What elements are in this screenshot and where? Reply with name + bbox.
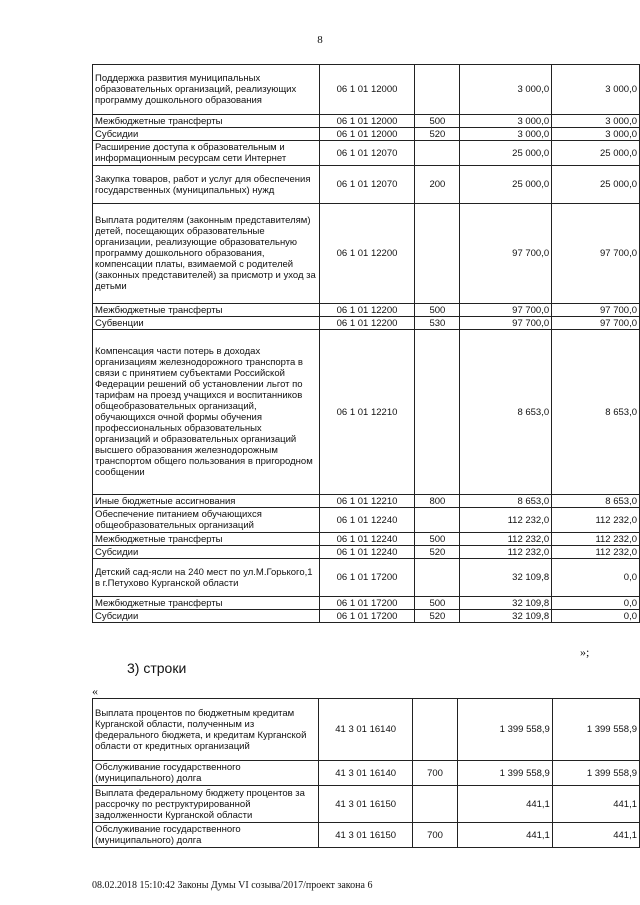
table-row (93, 508, 640, 533)
row-code-cell: 41 3 01 16140 (319, 699, 413, 761)
row-vr-cell (415, 559, 460, 597)
table-row (93, 317, 640, 330)
table-row (93, 330, 640, 495)
opening-quote: « (92, 684, 98, 698)
table-row (93, 304, 640, 317)
table-row (93, 597, 640, 610)
row-code-cell: 06 1 01 17200 (319, 597, 415, 610)
row-name-cell: Обслуживание государственного (муниципального) долга (93, 761, 319, 786)
row-value-2018-cell: 32 109,8 (460, 610, 552, 623)
section-heading: 3) строки (127, 660, 187, 676)
budget-table-1 (92, 64, 640, 623)
row-code-cell: 41 3 01 16150 (319, 823, 413, 848)
row-vr-cell: 500 (415, 597, 460, 610)
row-value-2019-cell: 0,0 (552, 597, 640, 610)
row-vr-cell: 700 (413, 761, 458, 786)
row-vr-cell: 530 (415, 317, 460, 330)
row-vr-cell: 800 (415, 495, 460, 508)
row-vr-cell: 500 (415, 115, 460, 128)
row-name-cell: Поддержка развития муниципальных образовательных организаций, реализующих программу дошкольного образования (93, 65, 320, 115)
row-code-cell: 06 1 01 12240 (319, 546, 415, 559)
table-row (93, 141, 640, 166)
row-value-2019-cell: 112 232,0 (552, 508, 640, 533)
table-row (93, 533, 640, 546)
row-value-2019-cell: 3 000,0 (552, 115, 640, 128)
row-name-cell: Иные бюджетные ассигнования (93, 495, 320, 508)
budget-table-2 (92, 698, 640, 848)
table-row (93, 546, 640, 559)
row-value-2018-cell: 1 399 558,9 (457, 699, 552, 761)
row-value-2018-cell: 97 700,0 (460, 204, 552, 304)
row-name-cell: Субсидии (93, 546, 320, 559)
row-vr-cell: 500 (415, 533, 460, 546)
row-value-2018-cell: 3 000,0 (460, 128, 552, 141)
row-code-cell: 06 1 01 12210 (319, 495, 415, 508)
table-row (93, 699, 640, 761)
row-vr-cell: 520 (415, 546, 460, 559)
row-vr-cell: 500 (415, 304, 460, 317)
row-name-cell: Субсидии (93, 610, 320, 623)
row-name-cell: Субсидии (93, 128, 320, 141)
row-value-2018-cell: 441,1 (457, 823, 552, 848)
row-value-2018-cell: 8 653,0 (460, 495, 552, 508)
row-name-cell: Обеспечение питанием обучающихся общеобразовательных организаций (93, 508, 320, 533)
row-value-2019-cell: 1 399 558,9 (552, 699, 639, 761)
row-name-cell: Обслуживание государственного (муниципального) долга (93, 823, 319, 848)
row-name-cell: Выплата родителям (законным представителям) детей, посещающих образовательные организации, реализующие образовательную программу дошкольного образования, компенсации платы, взимаемой с родителей (законных представителей) за присмотр и уход за детьми (93, 204, 320, 304)
row-vr-cell (415, 508, 460, 533)
table-row (93, 610, 640, 623)
row-code-cell: 06 1 01 12200 (319, 317, 415, 330)
row-value-2018-cell: 112 232,0 (460, 508, 552, 533)
row-code-cell: 06 1 01 12070 (319, 166, 415, 204)
row-vr-cell: 200 (415, 166, 460, 204)
table-row (93, 115, 640, 128)
footer-stamp: 08.02.2018 15:10:42 Законы Думы VI созыва/2017/проект закона 6 (92, 880, 373, 891)
row-value-2019-cell: 25 000,0 (552, 166, 640, 204)
row-value-2019-cell: 441,1 (552, 823, 639, 848)
row-name-cell: Выплата процентов по бюджетным кредитам Курганской области, полученным из федерального бюджета, и кредитам Курганской области от кредитных организаций (93, 699, 319, 761)
row-name-cell: Выплата федеральному бюджету процентов за рассрочку по реструктурированной задолженности Курганской области (93, 786, 319, 823)
row-code-cell: 41 3 01 16150 (319, 786, 413, 823)
row-value-2019-cell: 8 653,0 (552, 330, 640, 495)
row-vr-cell: 700 (413, 823, 458, 848)
row-name-cell: Межбюджетные трансферты (93, 115, 320, 128)
row-code-cell: 06 1 01 17200 (319, 610, 415, 623)
row-value-2019-cell: 3 000,0 (552, 65, 640, 115)
table-row (93, 823, 640, 848)
row-vr-cell (413, 786, 458, 823)
table-row (93, 495, 640, 508)
row-value-2019-cell: 441,1 (552, 786, 639, 823)
row-name-cell: Межбюджетные трансферты (93, 597, 320, 610)
row-value-2018-cell: 1 399 558,9 (457, 761, 552, 786)
row-code-cell: 06 1 01 12000 (319, 115, 415, 128)
row-name-cell: Расширение доступа к образовательным и информационным ресурсам сети Интернет (93, 141, 320, 166)
row-code-cell: 06 1 01 12000 (319, 65, 415, 115)
row-value-2018-cell: 3 000,0 (460, 65, 552, 115)
row-code-cell: 06 1 01 17200 (319, 559, 415, 597)
row-code-cell: 06 1 01 12240 (319, 508, 415, 533)
row-value-2018-cell: 441,1 (457, 786, 552, 823)
row-value-2018-cell: 3 000,0 (460, 115, 552, 128)
row-name-cell: Детский сад-ясли на 240 мест по ул.М.Горького,1 в г.Петухово Курганской области (93, 559, 320, 597)
row-value-2019-cell: 97 700,0 (552, 204, 640, 304)
row-value-2018-cell: 25 000,0 (460, 166, 552, 204)
row-value-2019-cell: 112 232,0 (552, 533, 640, 546)
row-name-cell: Субвенции (93, 317, 320, 330)
row-value-2018-cell: 97 700,0 (460, 304, 552, 317)
row-value-2018-cell: 32 109,8 (460, 559, 552, 597)
row-name-cell: Компенсация части потерь в доходах организациям железнодорожного транспорта в связи с принятием субъектами Российской Федерации решений об установлении льгот по тарифам на проезд учащихся и воспитанников общеобразовательных организаций, обучающихся очной формы обучения профессиональных образовательных организаций и образовательных организаций высшего образования железнодорожным транспортом общего пользования в пригородном сообщении (93, 330, 320, 495)
row-value-2019-cell: 25 000,0 (552, 141, 640, 166)
row-name-cell: Межбюджетные трансферты (93, 304, 320, 317)
row-value-2019-cell: 1 399 558,9 (552, 761, 639, 786)
row-value-2018-cell: 8 653,0 (460, 330, 552, 495)
row-name-cell: Межбюджетные трансферты (93, 533, 320, 546)
row-vr-cell (415, 330, 460, 495)
table-row (93, 166, 640, 204)
row-vr-cell (415, 141, 460, 166)
row-code-cell: 06 1 01 12070 (319, 141, 415, 166)
closing-quote: »; (580, 645, 590, 659)
row-code-cell: 06 1 01 12000 (319, 128, 415, 141)
row-code-cell: 06 1 01 12240 (319, 533, 415, 546)
page-number: 8 (317, 34, 323, 46)
row-vr-cell: 520 (415, 128, 460, 141)
row-code-cell: 41 3 01 16140 (319, 761, 413, 786)
row-value-2019-cell: 97 700,0 (552, 304, 640, 317)
table-row (93, 65, 640, 115)
row-value-2018-cell: 97 700,0 (460, 317, 552, 330)
table-row (93, 204, 640, 304)
row-code-cell: 06 1 01 12200 (319, 204, 415, 304)
table-row (93, 761, 640, 786)
row-value-2018-cell: 25 000,0 (460, 141, 552, 166)
row-value-2018-cell: 112 232,0 (460, 546, 552, 559)
row-vr-cell (415, 65, 460, 115)
row-value-2019-cell: 3 000,0 (552, 128, 640, 141)
row-value-2019-cell: 97 700,0 (552, 317, 640, 330)
row-code-cell: 06 1 01 12210 (319, 330, 415, 495)
table-row (93, 786, 640, 823)
row-vr-cell: 520 (415, 610, 460, 623)
row-name-cell: Закупка товаров, работ и услуг для обеспечения государственных (муниципальных) нужд (93, 166, 320, 204)
row-value-2018-cell: 32 109,8 (460, 597, 552, 610)
row-value-2019-cell: 112 232,0 (552, 546, 640, 559)
table-row (93, 128, 640, 141)
row-value-2019-cell: 0,0 (552, 559, 640, 597)
row-vr-cell (413, 699, 458, 761)
row-value-2019-cell: 8 653,0 (552, 495, 640, 508)
row-value-2018-cell: 112 232,0 (460, 533, 552, 546)
table-row (93, 559, 640, 597)
row-code-cell: 06 1 01 12200 (319, 304, 415, 317)
row-vr-cell (415, 204, 460, 304)
row-value-2019-cell: 0,0 (552, 610, 640, 623)
